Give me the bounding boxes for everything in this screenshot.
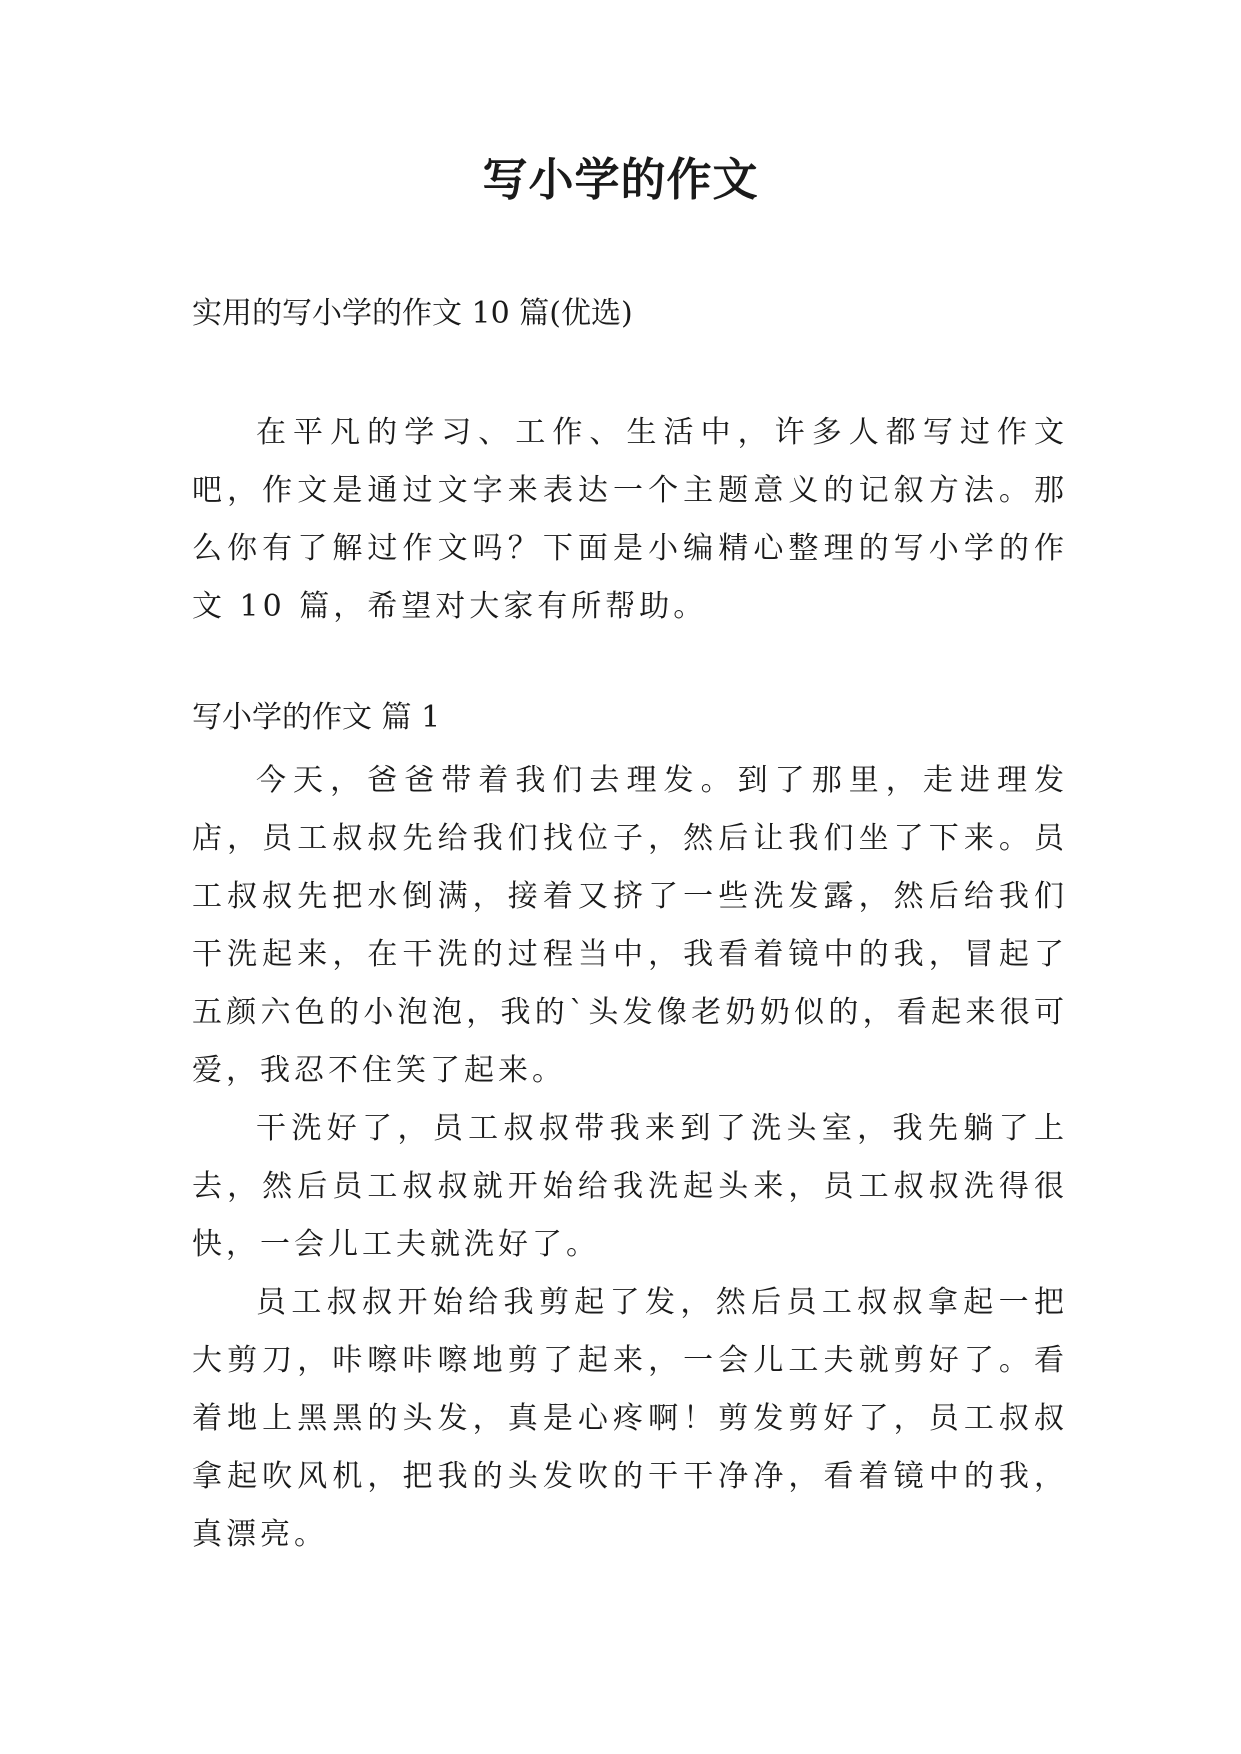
essay-paragraph-1: 今天，爸爸带着我们去理发。到了那里，走进理发店，员工叔叔先给我们找位子，然后让我们坐了下来。员工叔叔先把水倒满，接着又挤了一些洗发露，然后给我们干洗起来，在干洗的过程当中，我看着镜中的我，冒起了五颜六色的小泡泡，我的`头发像老奶奶似的，看起来很可爱，我忍不住笑了起来。	[192, 763, 1068, 1088]
document-title: 写小学的作文	[482, 153, 759, 206]
essay-paragraph-2: 干洗好了，员工叔叔带我来到了洗头室，我先躺了上去，然后员工叔叔就开始给我洗起头来，员工叔叔洗得很快，一会儿工夫就洗好了。	[192, 1111, 1068, 1262]
intro-paragraph: 在平凡的学习、工作、生活中，许多人都写过作文吧，作文是通过文字来表达一个主题意义的记叙方法。那么你有了解过作文吗？下面是小编精心整理的写小学的作文 10 篇，希望对大家有所帮助。	[192, 415, 1068, 624]
document-subtitle: 实用的写小学的作文 10 篇(优选)	[192, 296, 633, 331]
section-heading: 写小学的作文 篇 1	[192, 700, 441, 735]
intro-block	[192, 404, 1068, 636]
essay-body	[192, 752, 1068, 1564]
essay-paragraph-3: 员工叔叔开始给我剪起了发，然后员工叔叔拿起一把大剪刀，咔嚓咔嚓地剪了起来，一会儿工夫就剪好了。看着地上黑黑的头发，真是心疼啊！剪发剪好了，员工叔叔拿起吹风机，把我的头发吹的干干净净，看着镜中的我，真漂亮。	[192, 1285, 1068, 1552]
